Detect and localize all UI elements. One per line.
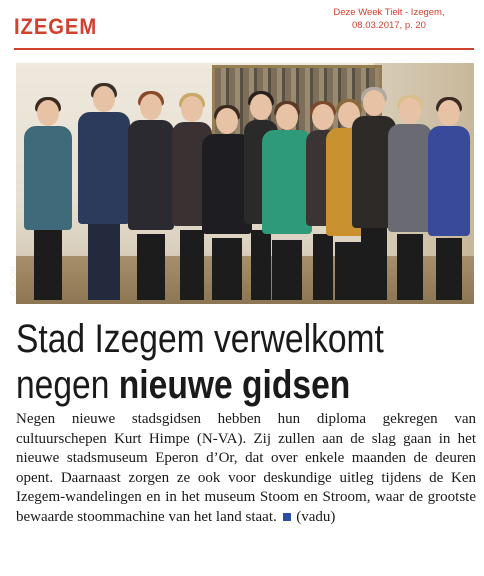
section-title: IZEGEM bbox=[14, 14, 98, 39]
header-rule bbox=[14, 48, 474, 50]
headline-line-1: Stad Izegem verwelkomt bbox=[16, 317, 384, 361]
person bbox=[78, 86, 130, 300]
group-photo bbox=[9, 63, 474, 304]
article-body-text: Negen nieuwe stadsgidsen hebben hun diploma gekregen van cultuurschepen Kurt Himpe (N-VA). Zij zullen aan de slag gaan in het nieuwe stadsmuseum Eperon d’Or, dat over enkele maanden de deuren opent. Daarnaast zorgen ze ook voor deskundige uitleg tijdens de Ken Izegem-wandelingen en in het museum Stoom en Stroom, waar de grootste bewaarde stoommachine van het land staat. bbox=[16, 411, 476, 525]
headline-line-2-regular: negen bbox=[16, 363, 119, 407]
headline-line-2-bold: nieuwe gidsen bbox=[118, 363, 351, 407]
end-mark-icon bbox=[283, 513, 291, 521]
source-date-page: 08.03.2017, p. 20 bbox=[352, 20, 426, 31]
photo-credit: © JCOR bbox=[9, 266, 18, 296]
person bbox=[388, 98, 432, 300]
article-headline bbox=[16, 316, 402, 408]
source-citation bbox=[314, 6, 464, 32]
person bbox=[262, 104, 312, 300]
article-body bbox=[16, 410, 476, 527]
source-publication: Deze Week Tielt - Izegem, bbox=[333, 7, 445, 18]
person bbox=[428, 100, 470, 300]
headline-line-2 bbox=[16, 362, 402, 408]
person bbox=[128, 94, 174, 300]
article-byline: (vadu) bbox=[296, 508, 336, 525]
person bbox=[24, 100, 72, 300]
